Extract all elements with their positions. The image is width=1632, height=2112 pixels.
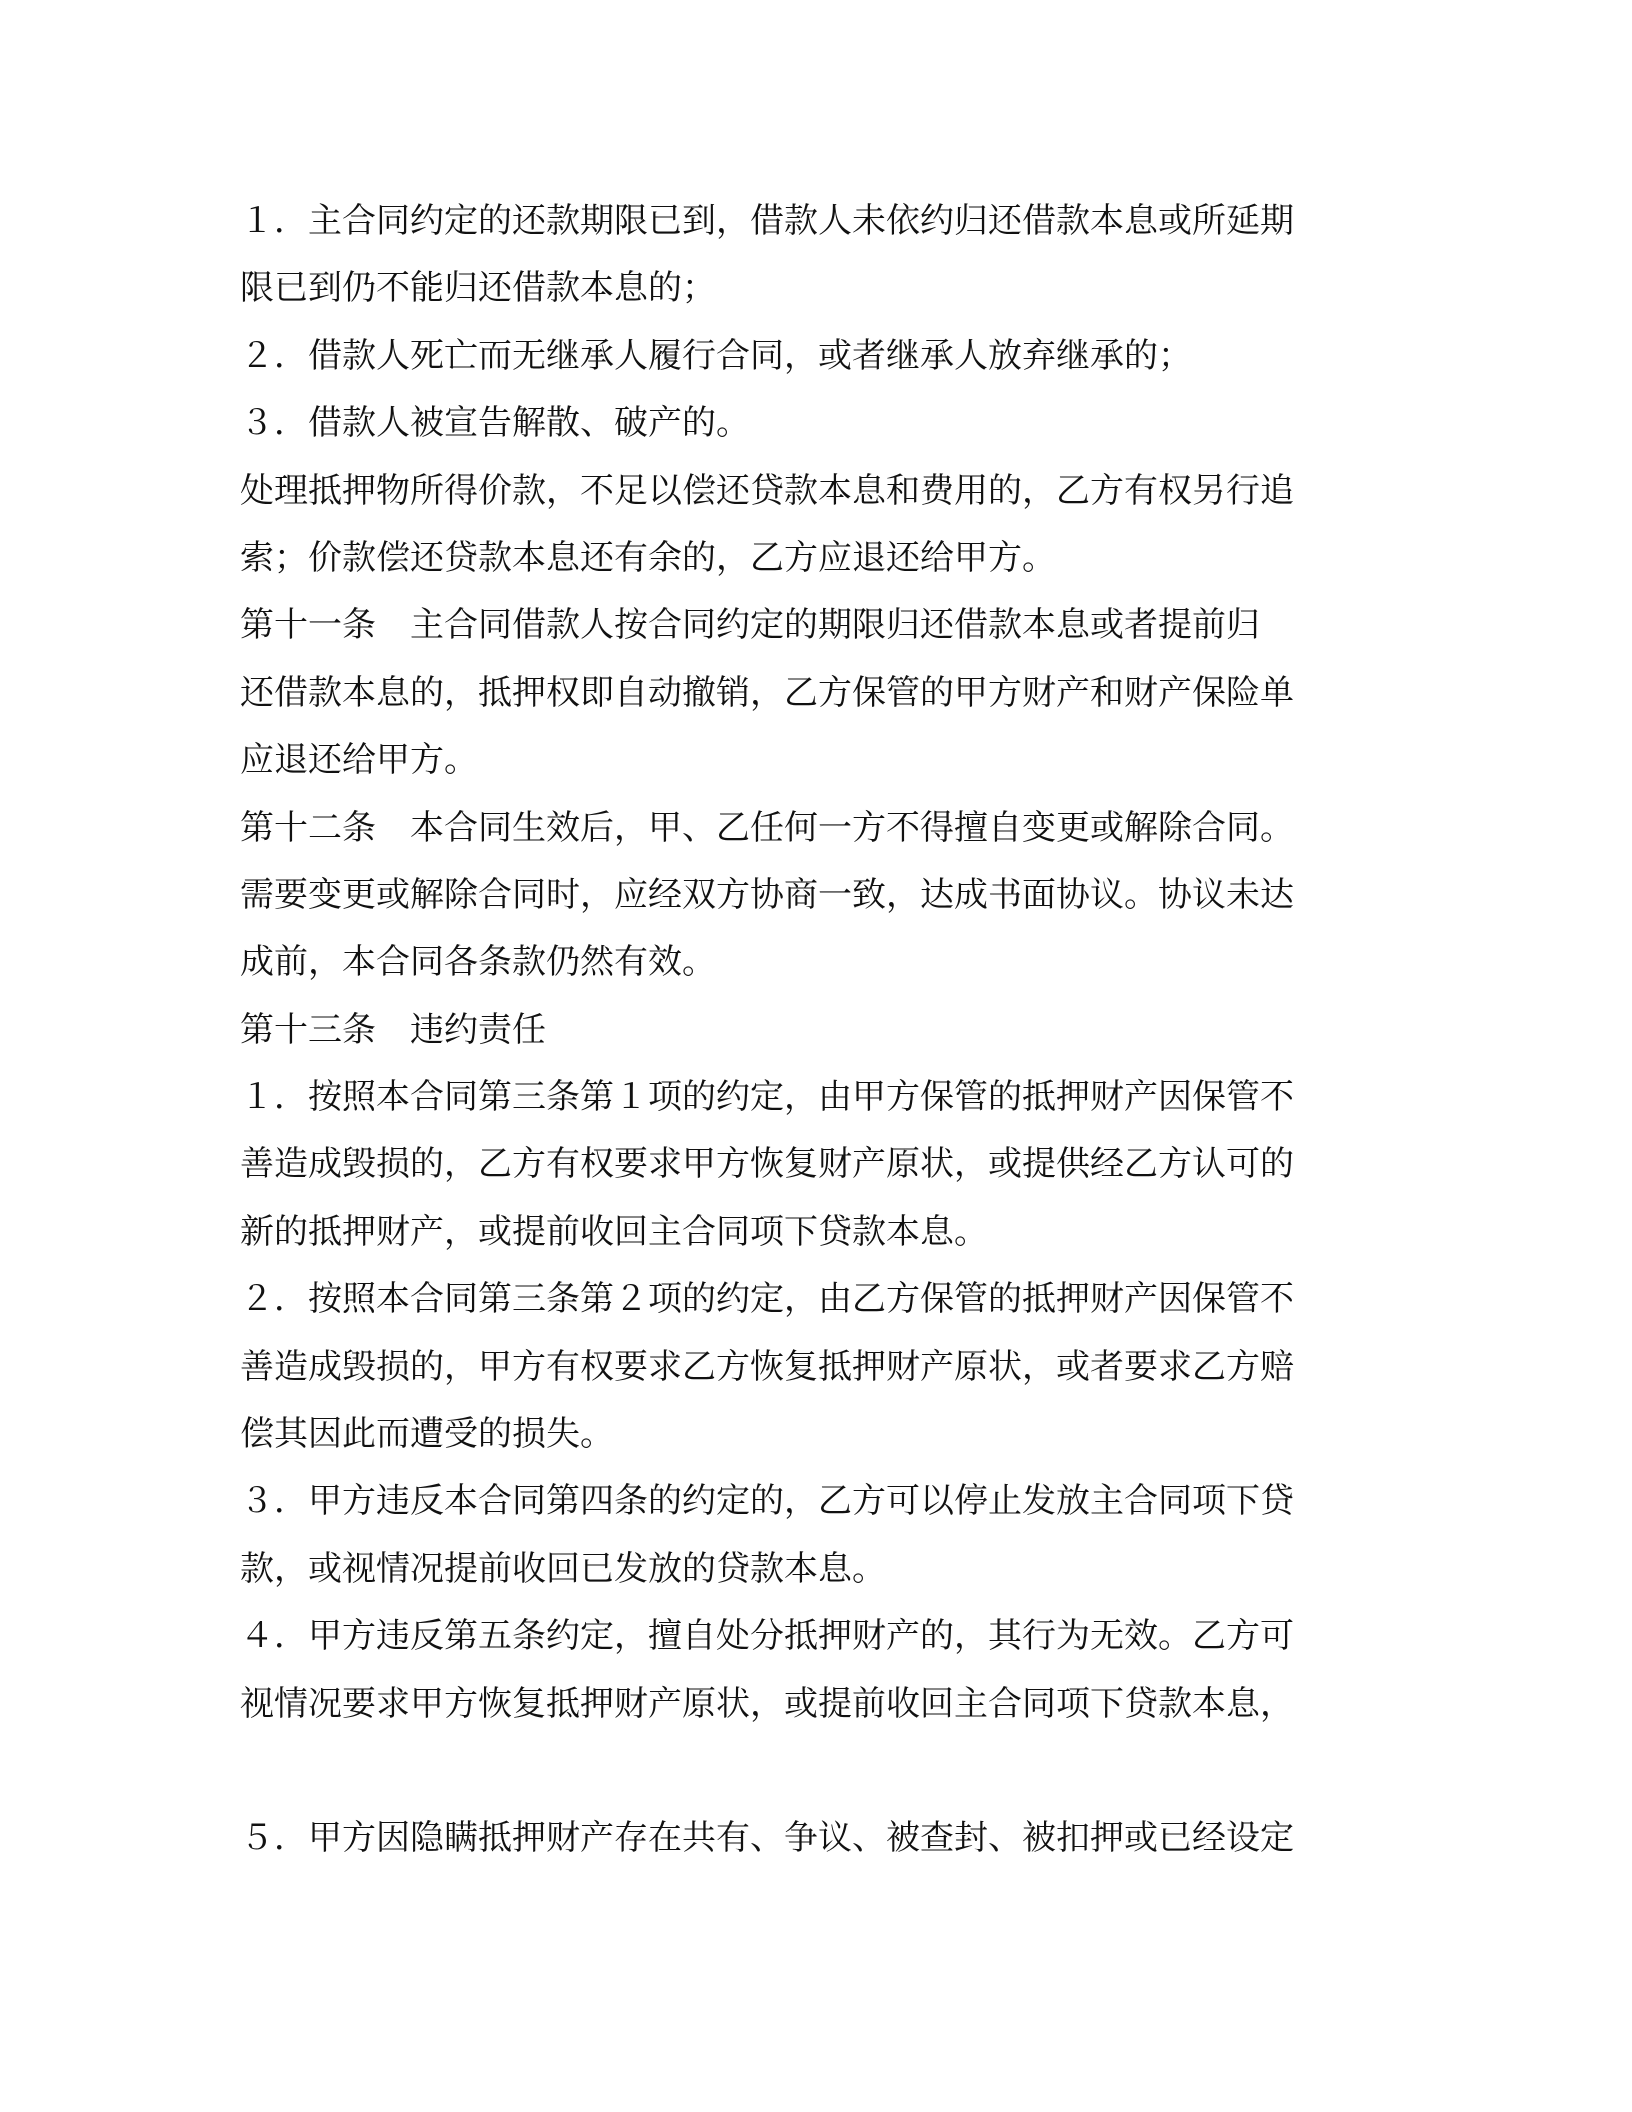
text-line: 处理抵押物所得价款，不足以偿还贷款本息和费用的，乙方有权另行追 xyxy=(240,470,1294,511)
text-line: 应退还给甲方。 xyxy=(240,740,478,781)
text-line: 第十一条 主合同借款人按合同约定的期限归还借款本息或者提前归 xyxy=(240,605,1260,646)
text-line: 索；价款偿还贷款本息还有余的，乙方应退还给甲方。 xyxy=(240,537,1056,578)
text-line: 款，或视情况提前收回已发放的贷款本息。 xyxy=(240,1548,886,1589)
text-line: ２．借款人死亡而无继承人履行合同，或者继承人放弃继承的； xyxy=(240,335,1192,376)
document-page xyxy=(240,188,1380,1873)
text-line: ４．甲方违反第五条约定，擅自处分抵押财产的，其行为无效。乙方可 xyxy=(240,1616,1294,1657)
text-line: 第十三条 违约责任 xyxy=(240,1009,546,1050)
text-line: １．主合同约定的还款期限已到，借款人未依约归还借款本息或所延期 xyxy=(240,201,1294,241)
text-line: 善造成毁损的，乙方有权要求甲方恢复财产原状，或提供经乙方认可的 xyxy=(240,1144,1294,1185)
text-line: 新的抵押财产，或提前收回主合同项下贷款本息。 xyxy=(240,1211,988,1252)
text-line: ５．甲方因隐瞒抵押财产存在共有、争议、被查封、被扣押或已经设定 xyxy=(240,1818,1294,1859)
text-line: 善造成毁损的，甲方有权要求乙方恢复抵押财产原状，或者要求乙方赔 xyxy=(240,1346,1294,1387)
text-line: 限已到仍不能归还借款本息的； xyxy=(240,268,716,309)
text-line: 偿其因此而遭受的损失。 xyxy=(240,1414,614,1455)
text-line: ２．按照本合同第三条第２项的约定，由乙方保管的抵押财产因保管不 xyxy=(240,1279,1294,1320)
text-line: 成前，本合同各条款仍然有效。 xyxy=(240,942,716,983)
text-line: 需要变更或解除合同时，应经双方协商一致，达成书面协议。协议未达 xyxy=(240,874,1294,915)
text-line: 还借款本息的，抵押权即自动撤销，乙方保管的甲方财产和财产保险单 xyxy=(240,672,1294,713)
text-line: ３．甲方违反本合同第四条的约定的，乙方可以停止发放主合同项下贷 xyxy=(240,1481,1294,1522)
text-line: 视情况要求甲方恢复抵押财产原状，或提前收回主合同项下贷款本息， xyxy=(240,1683,1294,1724)
text-line: ３．借款人被宣告解散、破产的。 xyxy=(240,403,750,444)
text-line-with-blank xyxy=(240,1738,1380,1805)
text-line: １．按照本合同第三条第１项的约定，由甲方保管的抵押财产因保管不 xyxy=(240,1077,1294,1118)
text-line: 第十二条 本合同生效后，甲、乙任何一方不得擅自变更或解除合同。 xyxy=(240,807,1294,848)
